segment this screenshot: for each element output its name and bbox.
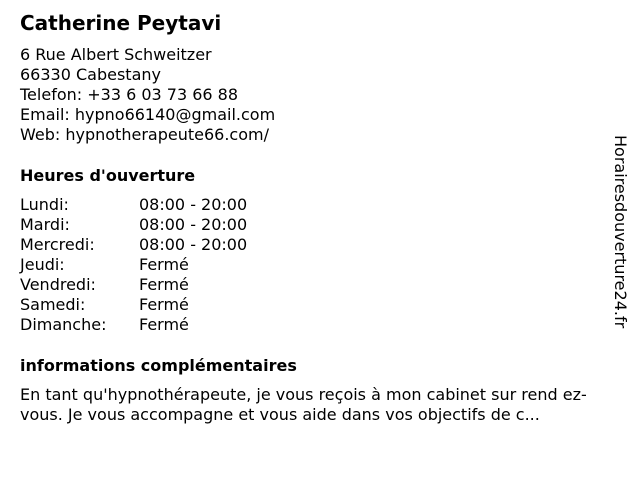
day-hours: 08:00 - 20:00 (139, 195, 248, 214)
hours-row-sunday (20, 315, 620, 335)
hours-row-friday (20, 275, 620, 295)
day-hours: 08:00 - 20:00 (139, 235, 248, 254)
day-hours: Fermé (139, 295, 189, 314)
day-label: Vendredi: (20, 275, 96, 294)
day-label: Mercredi: (20, 235, 95, 254)
day-hours: Fermé (139, 275, 189, 294)
web-line: Web: hypnotherapeute66.com/ (20, 125, 269, 144)
phone-line: Telefon: +33 6 03 73 66 88 (20, 85, 239, 104)
day-hours: Fermé (139, 255, 189, 274)
opening-hours-list (20, 195, 620, 335)
business-card (20, 10, 620, 425)
day-label: Dimanche: (20, 315, 107, 334)
hours-row-monday (20, 195, 620, 215)
day-label: Mardi: (20, 215, 70, 234)
business-name: Catherine Peytavi (20, 11, 222, 35)
site-watermark: Horairesdouverture24.fr (611, 135, 630, 329)
hours-row-wednesday (20, 235, 620, 255)
hours-row-saturday (20, 295, 620, 315)
hours-row-thursday (20, 255, 620, 275)
day-hours: Fermé (139, 315, 189, 334)
day-label: Lundi: (20, 195, 69, 214)
address-street: 6 Rue Albert Schweitzer (20, 45, 212, 64)
opening-hours-title: Heures d'ouverture (20, 166, 196, 185)
additional-info-text: En tant qu'hypnothérapeute, je vous reçois à mon cabinet sur rend ez-vous. Je vous accompagne et vous aide dans vos objectifs de c... (20, 385, 587, 424)
additional-info-title: informations complémentaires (20, 356, 297, 375)
address-city: 66330 Cabestany (20, 65, 161, 84)
day-label: Samedi: (20, 295, 86, 314)
day-hours: 08:00 - 20:00 (139, 215, 248, 234)
email-line: Email: hypno66140@gmail.com (20, 105, 276, 124)
hours-row-tuesday (20, 215, 620, 235)
day-label: Jeudi: (20, 255, 65, 274)
